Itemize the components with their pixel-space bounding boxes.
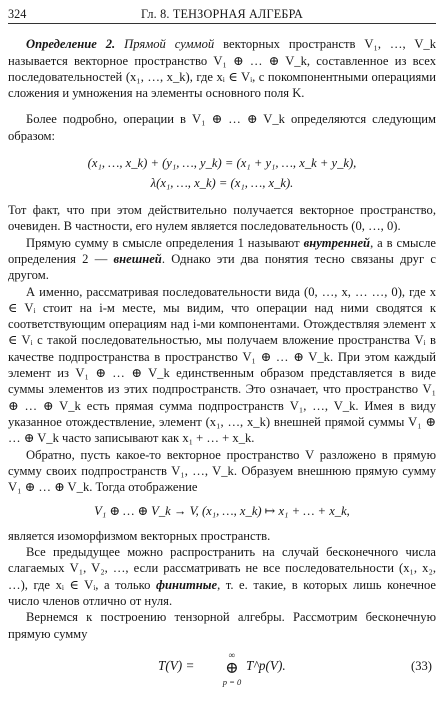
equation-lhs: T(V) = xyxy=(158,657,195,673)
definition-label: Определение 2. xyxy=(26,37,116,52)
chapter-title: Гл. 8. ТЕНЗОРНАЯ АЛГЕБРА xyxy=(140,7,304,21)
paragraph-detail: Более подробно, операции в V₁ ⊕ … ⊕ V_k определяются следующим образом: xyxy=(8,112,436,143)
equation-number: (33) xyxy=(411,658,432,673)
infinite-text-2: , т. е. такие, в которых лишь конечное число членов отлично от нуля. xyxy=(8,577,436,608)
oplus-upper-limit: ∞ xyxy=(228,649,236,660)
definition-2 xyxy=(8,36,436,101)
paragraph-fact: Тот факт, что при этом действительно получается векторное пространство, очевиден. В частности, его нулем является последовательность (0, …, 0). xyxy=(8,203,436,234)
paragraph-namely: А именно, рассматривая последовательности вида (0, …, x, … …, 0), где x ∈ Vᵢ стоит на i-м месте, мы видим, что операции над ними сводятся к соответствующим операциям над i-ми компонентами. Отождествляя элемент x ∈ Vᵢ с такой последовательностью, мы получаем вложение пространства Vᵢ в качестве подпространства в пространство V₁ ⊕ … ⊕ V_k. При этом каждый элемент из V₁ ⊕ … ⊕ V_k единственным образом представляется в виде суммы элементов из этих подпространств. Это означает, что пространство V₁ ⊕ … ⊕ V_k есть прямая сумма подпространств V₁, …, V_k. Имея в виду указанное отождествление, элемент (x₁, …, x_k) внешней прямой суммы V₁ ⊕ … ⊕ V_k часто записывают как x₁ + … + x_k. xyxy=(8,284,436,446)
equation-33 xyxy=(8,650,436,694)
running-head xyxy=(8,6,436,24)
paragraph-isomorphism: является изоморфизмом векторных пространств. xyxy=(8,528,271,543)
oplus-lower-limit: p = 0 xyxy=(222,676,242,687)
paragraph-conversely: Обратно, пусть какое-то векторное пространство V разложено в прямую сумму своих подпространств V₁, …, V_k. Образуем внешнюю прямую сумму V₁ ⊕ … ⊕ V_k. Тогда отображение xyxy=(8,447,436,495)
term-external: внешней xyxy=(113,251,162,266)
definition-text: векторных пространств V₁, …, V_k называется векторное пространство V₁ ⊕ … ⊕ V_k, составленное из всех последовательностей (x₁, …, x_k), где xᵢ ∈ Vᵢ, с покомпонентными операциями сложения и умножения на элементы основного поля K. xyxy=(8,37,437,101)
names-text-1: Прямую сумму в смысле определения 1 называют xyxy=(26,235,304,250)
formula-scalar: λ(x₁, …, x_k) = (x₁, …, x_k). xyxy=(150,176,294,191)
definition-term: Прямой суммой xyxy=(124,37,215,52)
term-internal: внутренней xyxy=(303,235,371,250)
paragraph-infinite xyxy=(8,544,436,609)
formula-addition: (x₁, …, x_k) + (y₁, …, y_k) = (x₁ + y₁, …, x_k + y_k), xyxy=(87,156,357,171)
equation-rhs: T^p(V). xyxy=(246,657,286,673)
formula-isomorphism-map: V₁ ⊕ … ⊕ V_k → V, (x₁, …, x_k) ↦ x₁ + … + x_k, xyxy=(94,504,350,519)
term-finite: финитные xyxy=(155,577,218,592)
oplus-symbol: ⊕ xyxy=(225,659,239,677)
formula-operations xyxy=(8,153,436,193)
paragraph-names xyxy=(8,235,436,284)
paragraph-return: Вернемся к построению тензорной алгебры. Рассмотрим бесконечную прямую сумму xyxy=(8,610,436,641)
page-number: 324 xyxy=(8,7,27,21)
names-text-3: . Однако эти два понятия тесно связаны друг с другом. xyxy=(8,251,436,283)
infinite-text-1: Все предыдущее можно распространить на случай бесконечного числа слагаемых V₁, V₂, …, если рассматривать не все последовательности (x₁, x₂, …), где xᵢ ∈ Vᵢ, а только xyxy=(8,545,436,592)
big-oplus xyxy=(222,650,242,688)
names-text-2: , а в смысле определения 2 — xyxy=(8,235,436,266)
